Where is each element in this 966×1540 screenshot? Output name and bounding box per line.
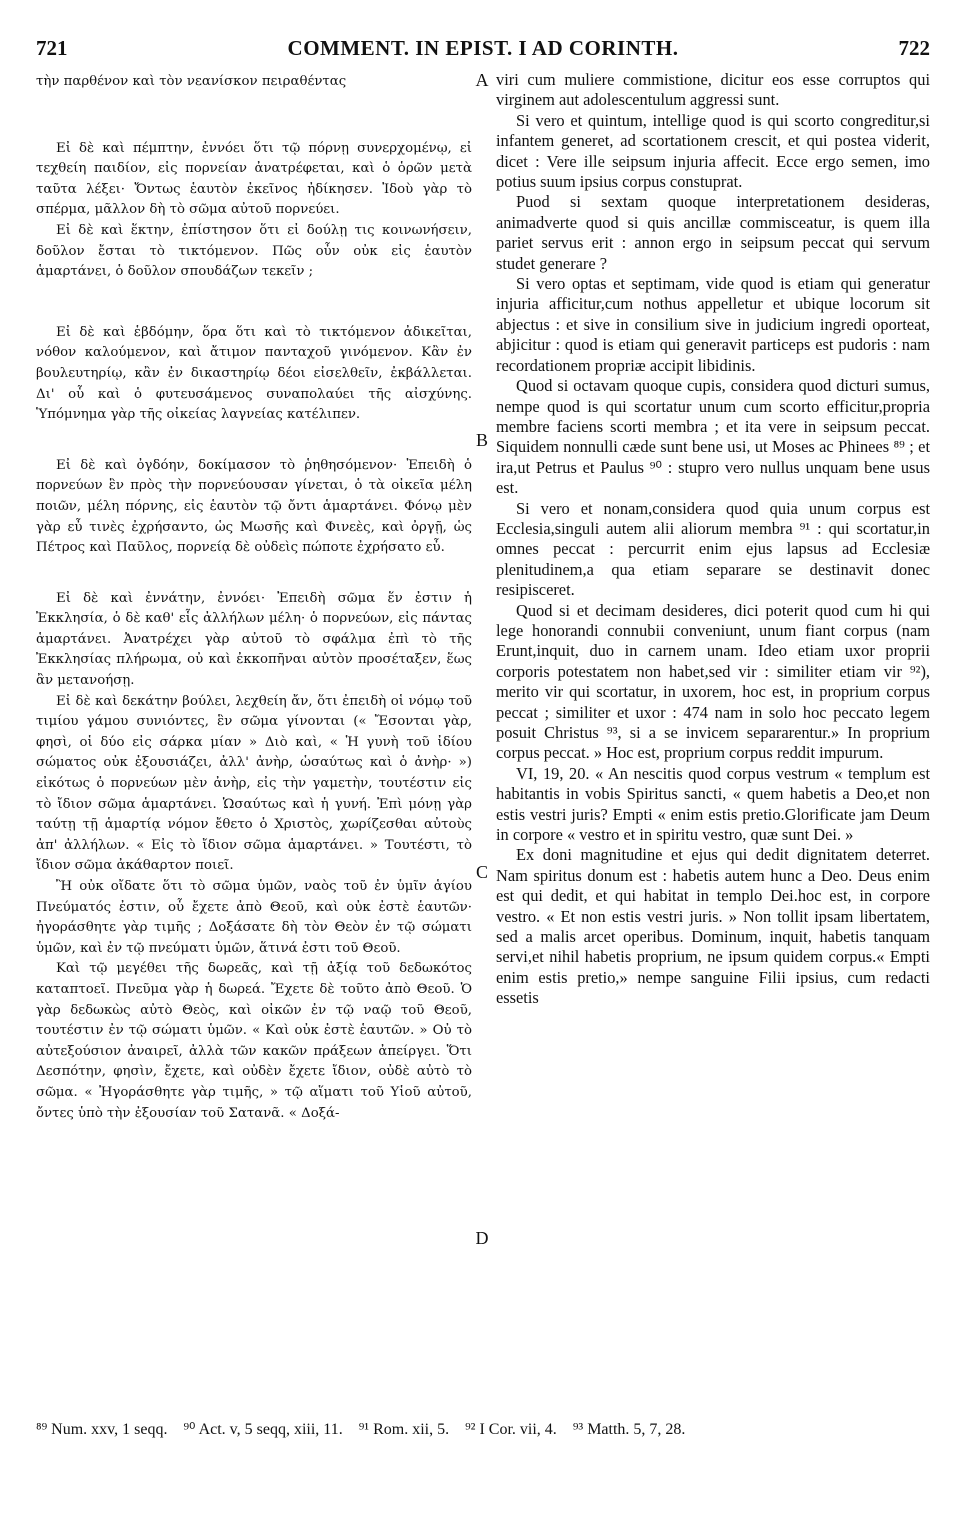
greek-paragraph: Ἢ οὐκ οἴδατε ὅτι τὸ σῶμα ὑμῶν, ναὸς τοῦ ἐν ὑμῖν ἁγίου Πνεύματός ἐστιν, οὗ ἔχετε ἀπὸ Θεοῦ, καὶ οὐκ ἐστὲ ἑαυτῶν· ἠγοράσθητε γὰρ τιμῆς ; Δοξάσατε δὴ τὸν Θεὸν ἐν τῷ σώματι ὑμῶν, καὶ ἐν τῷ πνεύματι ὑμῶν, ἅτινά ἐστι τοῦ Θεοῦ. [36,879,472,956]
latin-paragraph: viri cum muliere commistione, dicitur eos esse corruptos qui virginem aut adolescentulum aggressi sunt. [496,70,930,110]
greek-paragraph: Εἰ δὲ καὶ πέμπτην, ἐννόει ὅτι τῷ πόρνῃ συνερχομένῳ, εἰ τεχθείη παιδίον, εἰς πορνείαν ἀνατρέφεται, καὶ ὁ ὁρῶν μετὰ ταῦτα λέξει· Ὄντως ἑαυτὸν ἐκεῖνος ἠδίκησεν. Ἰδοὺ γὰρ τὸ σπέρμα, μᾶλλον δὴ τὸ σῶμα αὐτοῦ πορνεύει. [36,140,472,218]
latin-paragraph: Ex doni magnitudine et ejus qui dedit dignitatem deterret. Nam spiritus donum est : habetis autem hunc a Deo. Deus enim est qui dedit, et qui habitat in templo Dei.hoc est, in corpore vestro. « Et non estis vestri juris. » Non tollit ipsam libertatem, sed a malis arcet operibus. Dominum, inquit, habetis tanquam servi,et nihil habetis proprium, ne ipsum quidem corpus.« Empti enim estis pretio,» nempe sanguine Filii ipsius, cum redacti essetis [496,845,930,1008]
footnote: ⁹³ Matth. 5, 7, 28. [572,1421,686,1438]
greek-paragraph: Εἰ δὲ καὶ ἐννάτην, ἐννόει· Ἐπειδὴ σῶμα ἕν ἐστιν ἡ Ἐκκλησία, ὁ δὲ καθ' εἷς ἀλλήλων μέλη· ὁ πορνεύων, εἰς πάντας ἁμαρτάνει. Ἀνατρέχει γὰρ αὐτοῦ τὸ σφάλμα ἐπὶ τὸ τῆς Ἐκκλησίας πλήρωμα, οὐ καὶ ἐκκοπῆναι αὐτὸν προσέταξεν, ἕως ἂν μετανοήσῃ. [36,590,472,689]
margin-marker-b: B [475,430,488,450]
margin-marker-a: A [475,70,489,90]
latin-paragraph: Puod si sextam quoque interpretationem desideras, animadverte quod si quis ancillæ commisceatur, is quem illa pariet servus erit : annon ergo in seipsum peccat qui servum studet generare ? [496,192,930,273]
latin-paragraph: VI, 19, 20. « An nescitis quod corpus vestrum « templum est habitantis in vobis Spiritus sancti, « quem habetis a Deo,et non estis vestri juris? Empti « enim estis pretio.Glorificate jam Deum in corpore « vestro et in spiritu vestro, quæ sunt Dei. » [496,763,930,845]
latin-paragraph: Quod si et decimam desideres, dici poterit quod cum hi qui lege honorandi connubii conveniunt, unum fiant corpus (nam Erunt,inquit, duo in carnem unam. Ideo etiam uxor proprii corporis potestatem non habet,sed vir : similiter etiam vir ⁹²), merito vir qui scortatur, in uxorem, hoc est, in proprium corpus peccat ; similiter et uxor : 474 nam in solo hoc peccato legem posuit Christus ⁹³, si a se invicem separarentur.» In proprium corpus peccat. » Hoc est, proprium corpus reddit impurum. [496,600,930,763]
footnote: ⁹⁰ Act. v, 5 seqq, xiii, 11. [183,1421,343,1438]
greek-paragraph: Εἰ δὲ καὶ ὀγδόην, δοκίμασον τὸ ῥηθησόμενον· Ἐπειδὴ ὁ πορνεύων ἓν πρὸς τὴν πορνεύουσαν γίνεται, ὁ τὰ οἰκεῖα μέλη ποιῶν, μέλη πόρνης, εἰς ἑαυτὸν τῷ ὄντι ἁμαρτάνει. Φόνῳ μὲν γὰρ εὖ τινὲς ἐχρήσαντο, ὡς Μωσῆς καὶ Φινεὲς, καὶ ὀργῇ, ὡς Πέτρος καὶ Παῦλος, πορνείᾳ δὲ οὐδεὶς πώποτε ἐχρήσατο εὖ. [36,457,472,556]
greek-paragraph: Εἰ δὲ καὶ ἕκτην, ἐπίστησον ὅτι εἰ δούλῃ τις κοινωνήσειν, δοῦλον ἔσται τὸ τικτόμενον. Πῶς οὖν οὐκ εἰς ἑαυτὸν ἁμαρτάνει, ὁ δοῦλον σπουδάζων τεκεῖν ; [36,222,472,280]
greek-paragraph: Καὶ τῷ μεγέθει τῆς δωρεᾶς, καὶ τῇ ἀξίᾳ τοῦ δεδωκότος καταπτοεῖ. Πνεῦμα γὰρ ἡ δωρεά. Ἔχετε δὲ τοῦτο ἀπὸ Θεοῦ. Ὁ γὰρ δεδωκὼς αὐτὸ Θεὸς, καὶ οἰκῶν ἐν τῷ ναῷ τοῦ Θεοῦ, τουτέστιν ἐν τῷ σώματι ὑμῶν. « Καὶ οὐκ ἐστὲ ἑαυτῶν. » Οὐ τὸ αὐτεξούσιον ἀναιρεῖ, ἀλλὰ τῶν κακῶν πράξεων ἀπείργει. Ὅτι Δεσπότην, φησὶν, ἔχετε, καὶ οὐδὲν ἔχετε ἴδιον, οὐδὲ αὐτὸ τὸ σῶμα. « Ἠγοράσθητε γὰρ τιμῆς, » τῷ αἵματι τοῦ Υἱοῦ αὐτοῦ, ὄντες ὑπὸ τὴν ἐξουσίαν τοῦ Σατανᾶ. « Δοξά- [36,961,472,1121]
footnotes [36,1418,930,1442]
latin-paragraph: Si vero et nonam,considera quod quia unum corpus est Ecclesia,singuli autem alii aliorum membra ⁹¹ : qui scortatur,in omnes peccat : percurrit enim ejus lapsus ad Ecclesiæ plenitudinem,a qua etiam separare se destinavit donec resipisceret. [496,498,930,600]
latin-column [496,70,930,1009]
latin-paragraph: Si vero et quintum, intellige quod is qui scorto congreditur,si infantem generet, ad scortationem crescit, et qui postea viderit, dicet : Vere ille seipsum injuria affecit. Ecce ergo semen, imo potius suum ipsius corpus constuprat. [496,110,930,192]
margin-marker-c: C [475,862,488,882]
greek-paragraph: Εἰ δὲ καὶ δεκάτην βούλει, λεχθείη ἄν, ὅτι ἐπειδὴ οἱ νόμῳ τοῦ τιμίου γάμου συνιόντες, ἓν σῶμα γίνονται (« Ἔσονται γὰρ, φησὶ, οἱ δύο εἰς σάρκα μίαν » Διὸ καὶ, « Ἡ γυνὴ τοῦ ἰδίου σώματος οὐκ ἐξουσιάζει, ἀλλ' ἀνὴρ, ὡσαύτως καὶ ὁ ἀνὴρ· ») εἰκότως ὁ πορνεύων μὲν ἀνὴρ, εἰς τὴν γαμετὴν, τουτέστιν εἰς τὸ ἴδιον σῶμα ἁμαρτάνει. Ὡσαύτως καὶ ἡ γυνή. Ἐπὶ μόνῃ γὰρ ταύτῃ τῇ ἁμαρτίᾳ νόμον ἔθετο ὁ Χριστὸς, χωρίζεσθαι αὐτοὺς ἀπ' ἀλλήλων. « Εἰς τὸ ἴδιον σῶμα ἁμαρτάνει. » Τουτέστι, τὸ ἴδιον σῶμα ἀκάθαρτον ποιεῖ. [36,693,472,874]
footnote: ⁹¹ Rom. xii, 5. [358,1421,450,1438]
page-number-left: 721 [36,36,68,60]
page-number-right: 722 [898,36,930,60]
footnote: ⁸⁹ Num. xxv, 1 seqq. [36,1421,168,1438]
latin-paragraph: Quod si octavam quoque cupis, considera quod dicturi sumus, nempe quod is qui scortatur unum cum scorto efficitur,propria membre faciens scorti membra ; et ita vere in seipsum peccat. Siquidem nonnulli cæde sunt bene usi, ut Moses ac Phinees ⁸⁹ ; et ira,ut Petrus et Paulus ⁹⁰ : stupro vero nullus unquam bene usus est. [496,376,930,498]
latin-paragraph: Si vero optas et septimam, vide quod is etiam qui generatur injuria afficitur,cum nothus appelletur et ubique locorum sit abjectus : et sive in consilium sive in judicium ingredi oporteat, abjicitur : quod is etiam qui generavit particeps est pudoris : nam recordationem propriæ accipit libidinis. [496,274,930,375]
margin-marker-d: D [475,1228,489,1248]
greek-paragraph: Εἰ δὲ καὶ ἑβδόμην, ὅρα ὅτι καὶ τὸ τικτόμενον ἀδικεῖται, νόθον καλούμενον, καὶ ἄτιμον πανταχοῦ γινόμενον. Κἂν ἐν βουλευτηρίῳ, κἂν ἐν δικαστηρίῳ δέοι εἰσελθεῖν, ἐκβάλλεται. Δι' οὗ καὶ ὁ φυτευσάμενος συναπολαύει τῆς αἰσχύνης. Ὑπόμνημα γὰρ τῆς οἰκείας λαγνείας κατέλιπεν. [36,324,472,423]
page-header [36,36,930,60]
greek-column [36,72,472,1124]
running-title: COMMENT. IN EPIST. I AD CORINTH. [287,36,679,60]
greek-paragraph: τὴν παρθένον καὶ τὸν νεανίσκον πειραθέντας [36,74,347,89]
footnote: ⁹² I Cor. vii, 4. [465,1421,557,1438]
